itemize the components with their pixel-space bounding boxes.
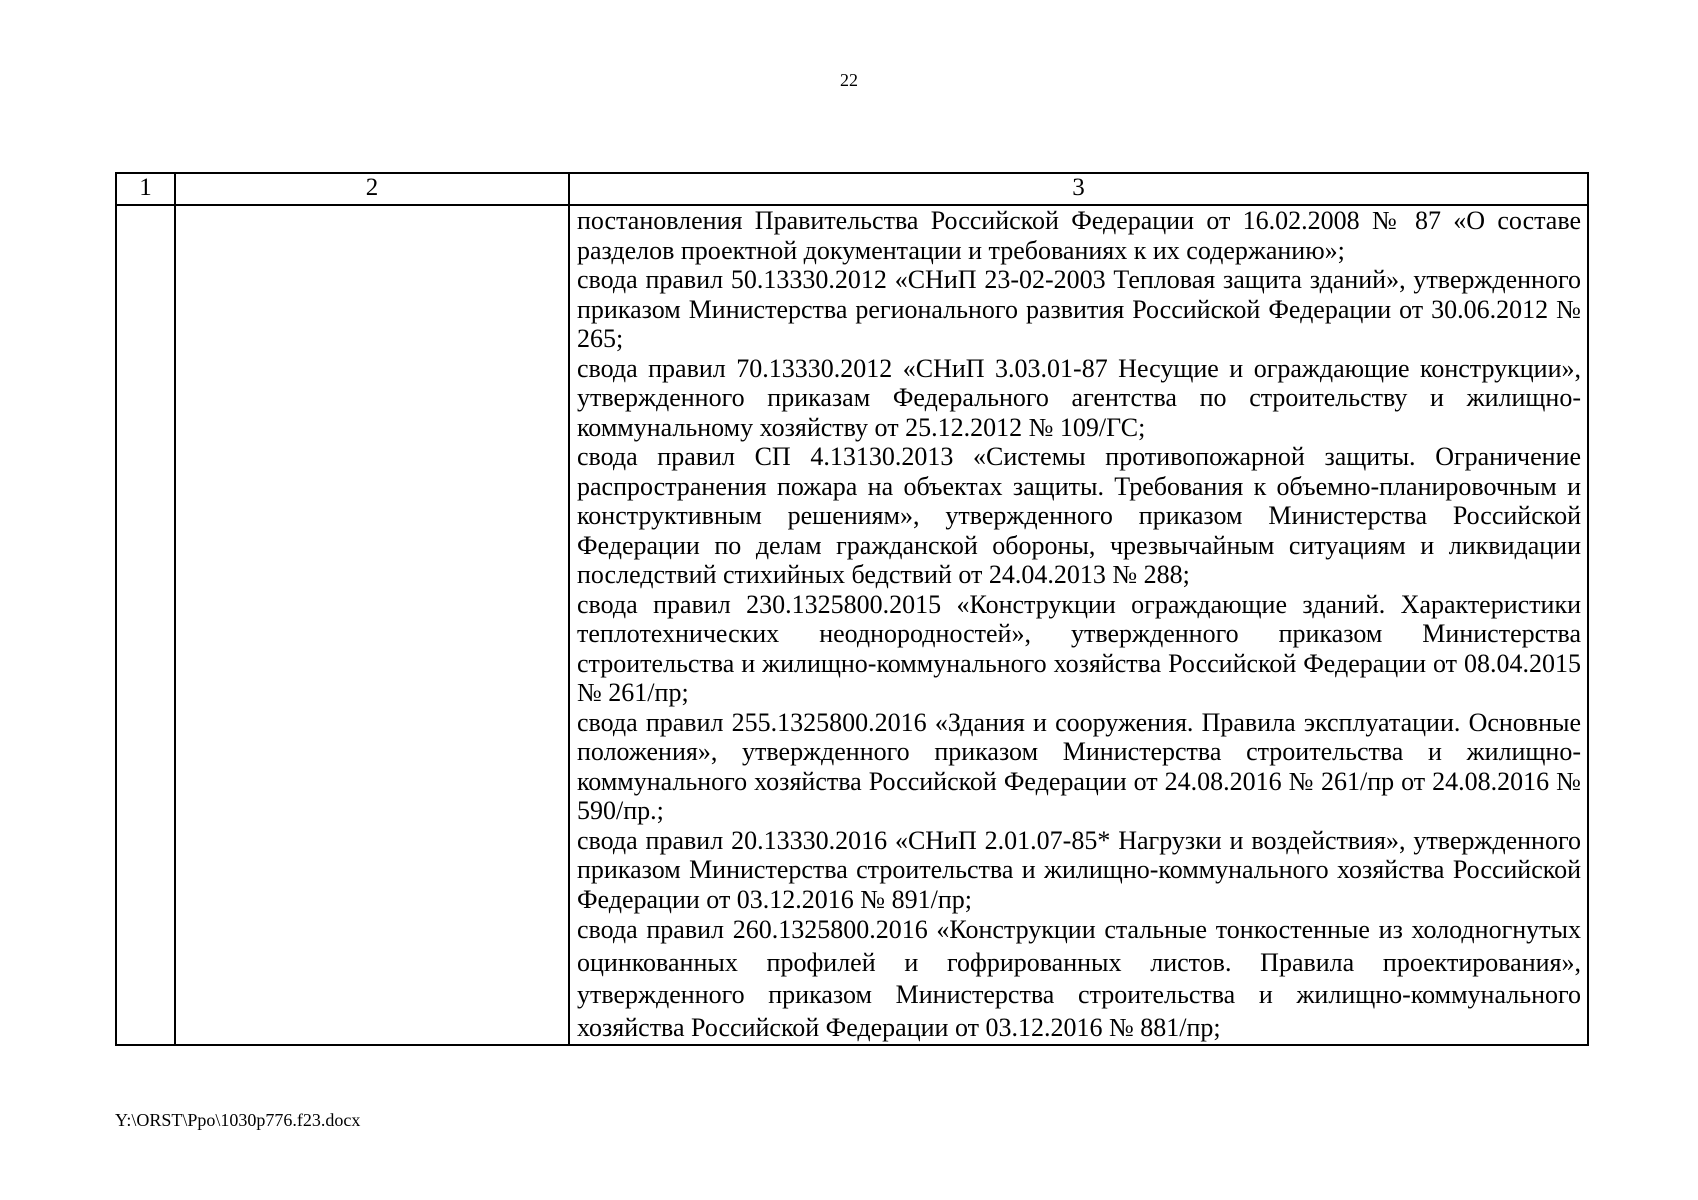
- regulation-paragraph: свода правил 20.13330.2016 «СНиП 2.01.07-85* Нагрузки и воздействия», утвержденного приказом Министерства строительства и жилищно-коммунального хозяйства Российской Федерации от 03.12.2016 № 891/пр;: [577, 825, 1581, 914]
- column-header-2: 2: [175, 173, 569, 205]
- cell-column-2: [175, 205, 569, 1045]
- column-header-3: 3: [569, 173, 1588, 205]
- table-header: [116, 173, 1588, 205]
- document-table: [115, 172, 1589, 1046]
- regulation-paragraph: свода правил 70.13330.2012 «СНиП 3.03.01-87 Несущие и ограждающие конструкции», утвержденного приказам Федерального агентства по строительству и жилищно-коммунальному хозяйству от 25.12.2012 № 109/ГС;: [577, 353, 1581, 442]
- regulation-paragraph: свода правил 50.13330.2012 «СНиП 23-02-2003 Тепловая защита зданий», утвержденного приказом Министерства регионального развития Российской Федерации от 30.06.2012 № 265;: [577, 265, 1581, 353]
- regulation-paragraph: свода правил СП 4.13130.2013 «Системы противопожарной защиты. Ограничение распространения пожара на объектах защиты. Требования к объемно-планировочным и конструктивным решениям», утвержденного приказом Министерства Российской Федерации по делам гражданской обороны, чрезвычайным ситуациям и ликвидации последствий стихийных бедствий от 24.04.2013 № 288;: [577, 442, 1581, 589]
- table-row: [116, 205, 1588, 1045]
- cell-column-3: [569, 205, 1588, 1045]
- page-number: 22: [840, 70, 858, 90]
- regulation-paragraph: постановления Правительства Российской Федерации от 16.02.2008 № 87 «О составе разделов проектной документации и требованиях к их содержанию»;: [577, 206, 1581, 265]
- cell-column-1: [116, 205, 175, 1045]
- regulation-paragraph: свода правил 255.1325800.2016 «Здания и сооружения. Правила эксплуатации. Основные положения», утвержденного приказом Министерства строительства и жилищно-коммунального хозяйства Российской Федерации от 24.08.2016 № 261/пр от 24.08.2016 № 590/пр.;: [577, 707, 1581, 825]
- column-header-1: 1: [116, 173, 175, 205]
- header-row: [116, 173, 1588, 205]
- footer-file-path: Y:\ORST\Ppo\1030p776.f23.docx: [115, 1110, 361, 1130]
- regulation-paragraph: свода правил 260.1325800.2016 «Конструкции стальные тонкостенные из холодногнутых оцинкованных профилей и гофрированных листов. Правила проектирования», утвержденного приказом Министерства строительства и жилищно-коммунального хозяйства Российской Федерации от 03.12.2016 № 881/пр;: [577, 915, 1581, 1042]
- regulation-paragraph: свода правил 230.1325800.2015 «Конструкции ограждающие зданий. Характеристики теплотехнических неоднородностей», утвержденного приказом Министерства строительства и жилищно-коммунального хозяйства Российской Федерации от 08.04.2015 № 261/пр;: [577, 589, 1581, 707]
